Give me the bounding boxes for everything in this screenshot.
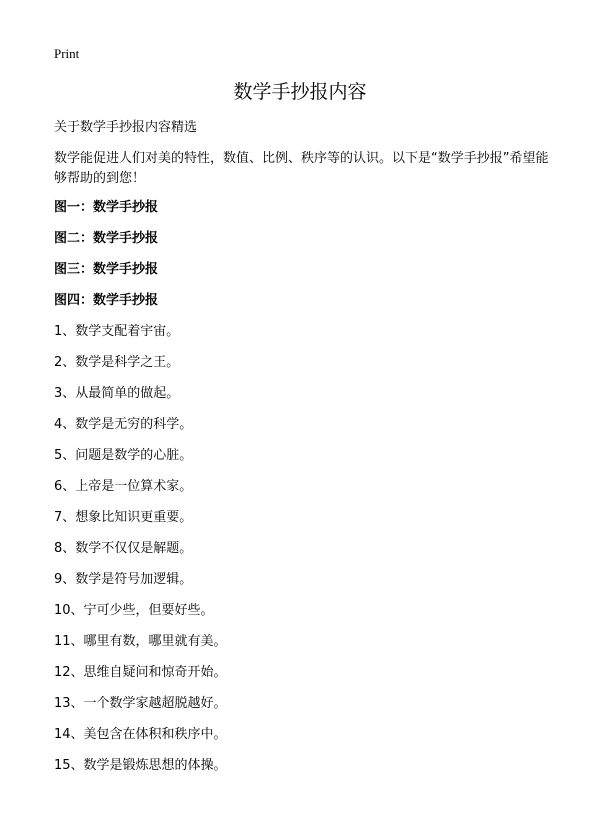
quote-item: 12、思维自疑问和惊奇开始。 [54,665,227,680]
quote-item: 2、数学是科学之王。 [54,355,180,370]
quote-item: 5、问题是数学的心脏。 [54,448,193,463]
page-title: 数学手抄报内容 [233,81,367,103]
quote-item: 10、宁可少些，但要好些。 [54,603,214,618]
figure-caption: 图二：数学手抄报 [54,231,159,246]
quote-item: 15、数学是锻炼思想的体操。 [54,758,227,773]
intro-paragraph: 数学能促进人们对美的特性，数值、比例、秩序等的认识。以下是“数学手抄报”希望能够帮助的到您！ [54,151,549,186]
figure-caption: 图四：数学手抄报 [54,293,159,308]
quote-item: 11、哪里有数，哪里就有美。 [54,634,227,649]
quote-item: 3、从最简单的做起。 [54,386,180,401]
quote-item: 13、一个数学家越超脱越好。 [54,696,227,711]
figure-caption: 图一：数学手抄报 [54,200,159,215]
quote-item: 6、上帝是一位算术家。 [54,479,193,494]
quote-item: 4、数学是无穷的科学。 [54,417,193,432]
quote-item: 8、数学不仅仅是解题。 [54,541,193,556]
figure-caption: 图三：数学手抄报 [54,262,159,277]
quote-item: 1、数学支配着宇宙。 [54,324,180,339]
quote-item: 7、想象比知识更重要。 [54,510,193,525]
quote-item: 9、数学是符号加逻辑。 [54,572,193,587]
article-body [54,199,554,788]
quote-item: 14、美包含在体积和秩序中。 [54,727,227,742]
article-subtitle: 关于数学手抄报内容精选 [54,120,198,135]
print-link[interactable]: Print [54,46,80,61]
